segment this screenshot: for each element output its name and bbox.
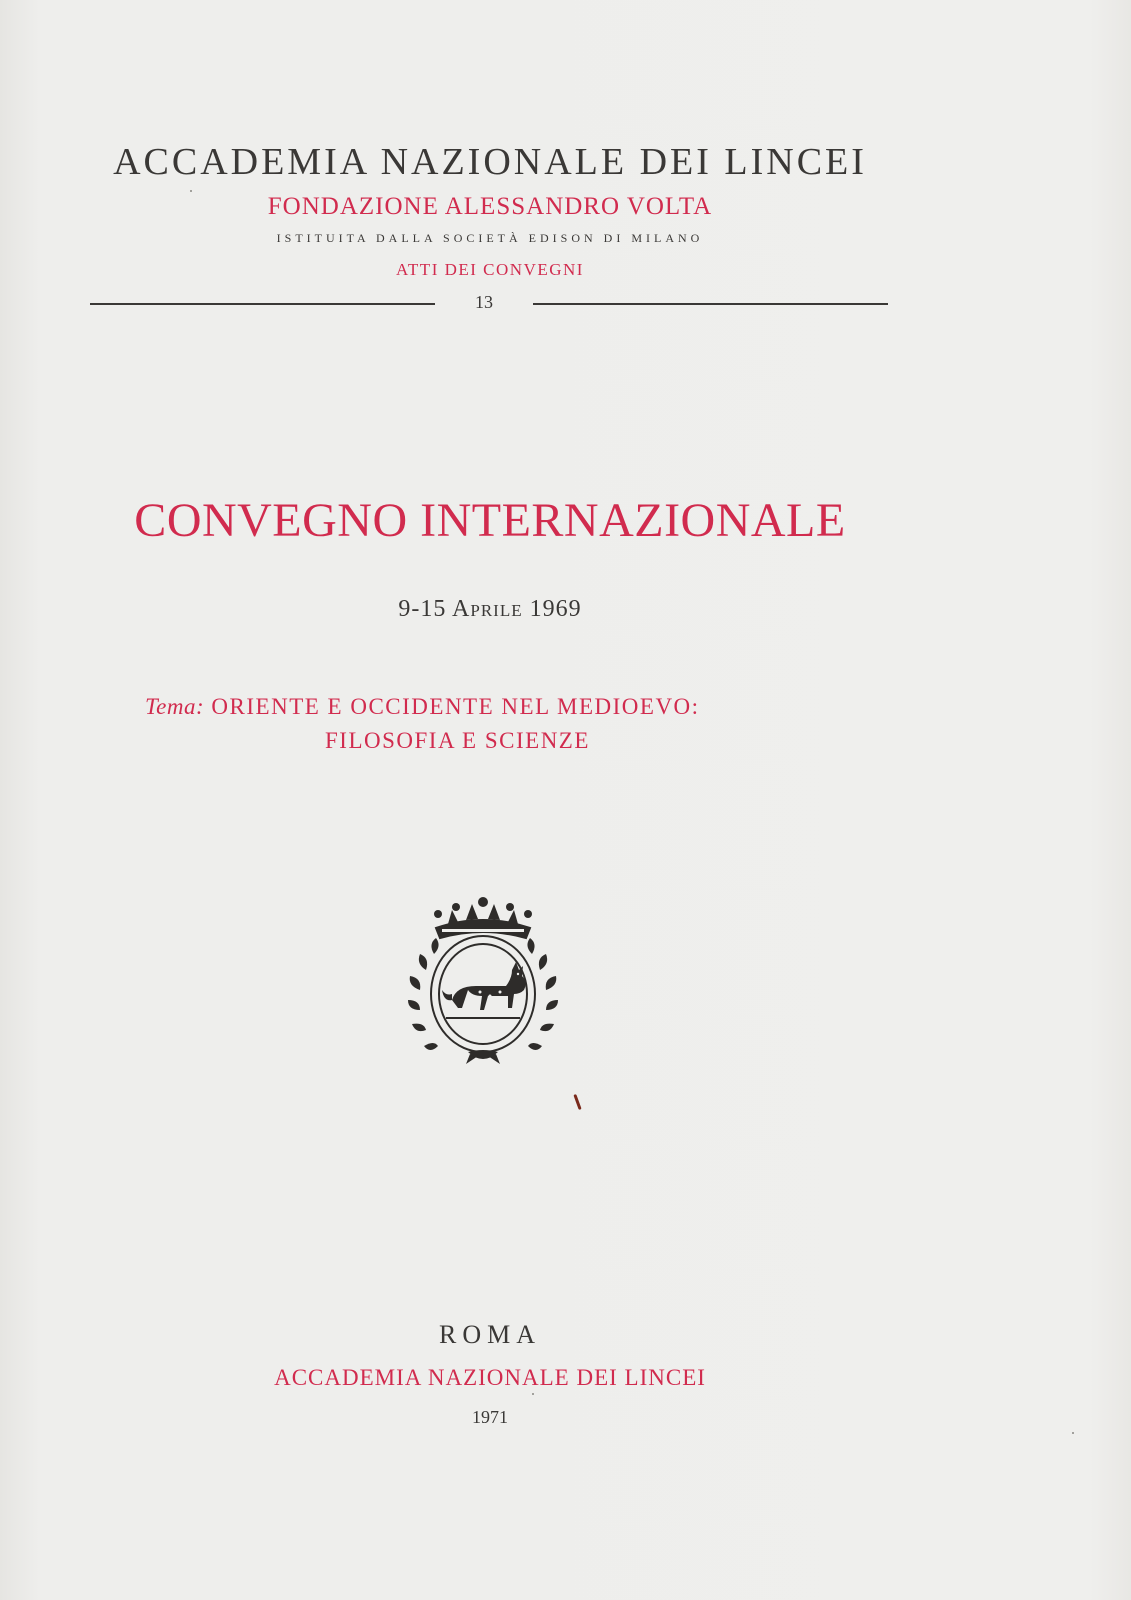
paper-speck <box>532 1393 534 1395</box>
instituted-by: ISTITUITA DALLA SOCIETÀ EDISON DI MILANO <box>276 231 704 245</box>
conference-theme <box>145 690 945 758</box>
series-number: 13 <box>475 292 493 312</box>
academy-name: ACCADEMIA NAZIONALE DEI LINCEI <box>113 141 867 183</box>
foundation-name: FONDAZIONE ALESSANDRO VOLTA <box>267 193 713 220</box>
theme-line-2: FILOSOFIA E SCIENZE <box>325 728 590 753</box>
conference-dates <box>40 596 940 623</box>
theme-label: Tema: <box>145 694 205 719</box>
series-rule-left <box>90 303 435 305</box>
theme-line-1: ORIENTE E OCCIDENTE NEL MEDIOEVO: <box>211 694 700 719</box>
ink-mark <box>573 1094 581 1110</box>
series-name: ATTI DEI CONVEGNI <box>396 260 584 279</box>
paper-speck <box>1072 1432 1074 1434</box>
series-rule-right <box>533 303 888 305</box>
conference-title: CONVEGNO INTERNAZIONALE <box>134 494 846 547</box>
imprint-city: ROMA <box>438 1320 541 1349</box>
imprint-publisher: ACCADEMIA NAZIONALE DEI LINCEI <box>274 1365 706 1390</box>
dates-text: 9-15 Aprile 1969 <box>398 596 582 622</box>
imprint-year: 1971 <box>472 1407 508 1427</box>
lynx-crest-icon <box>408 890 558 1065</box>
paper-speck <box>190 190 192 192</box>
